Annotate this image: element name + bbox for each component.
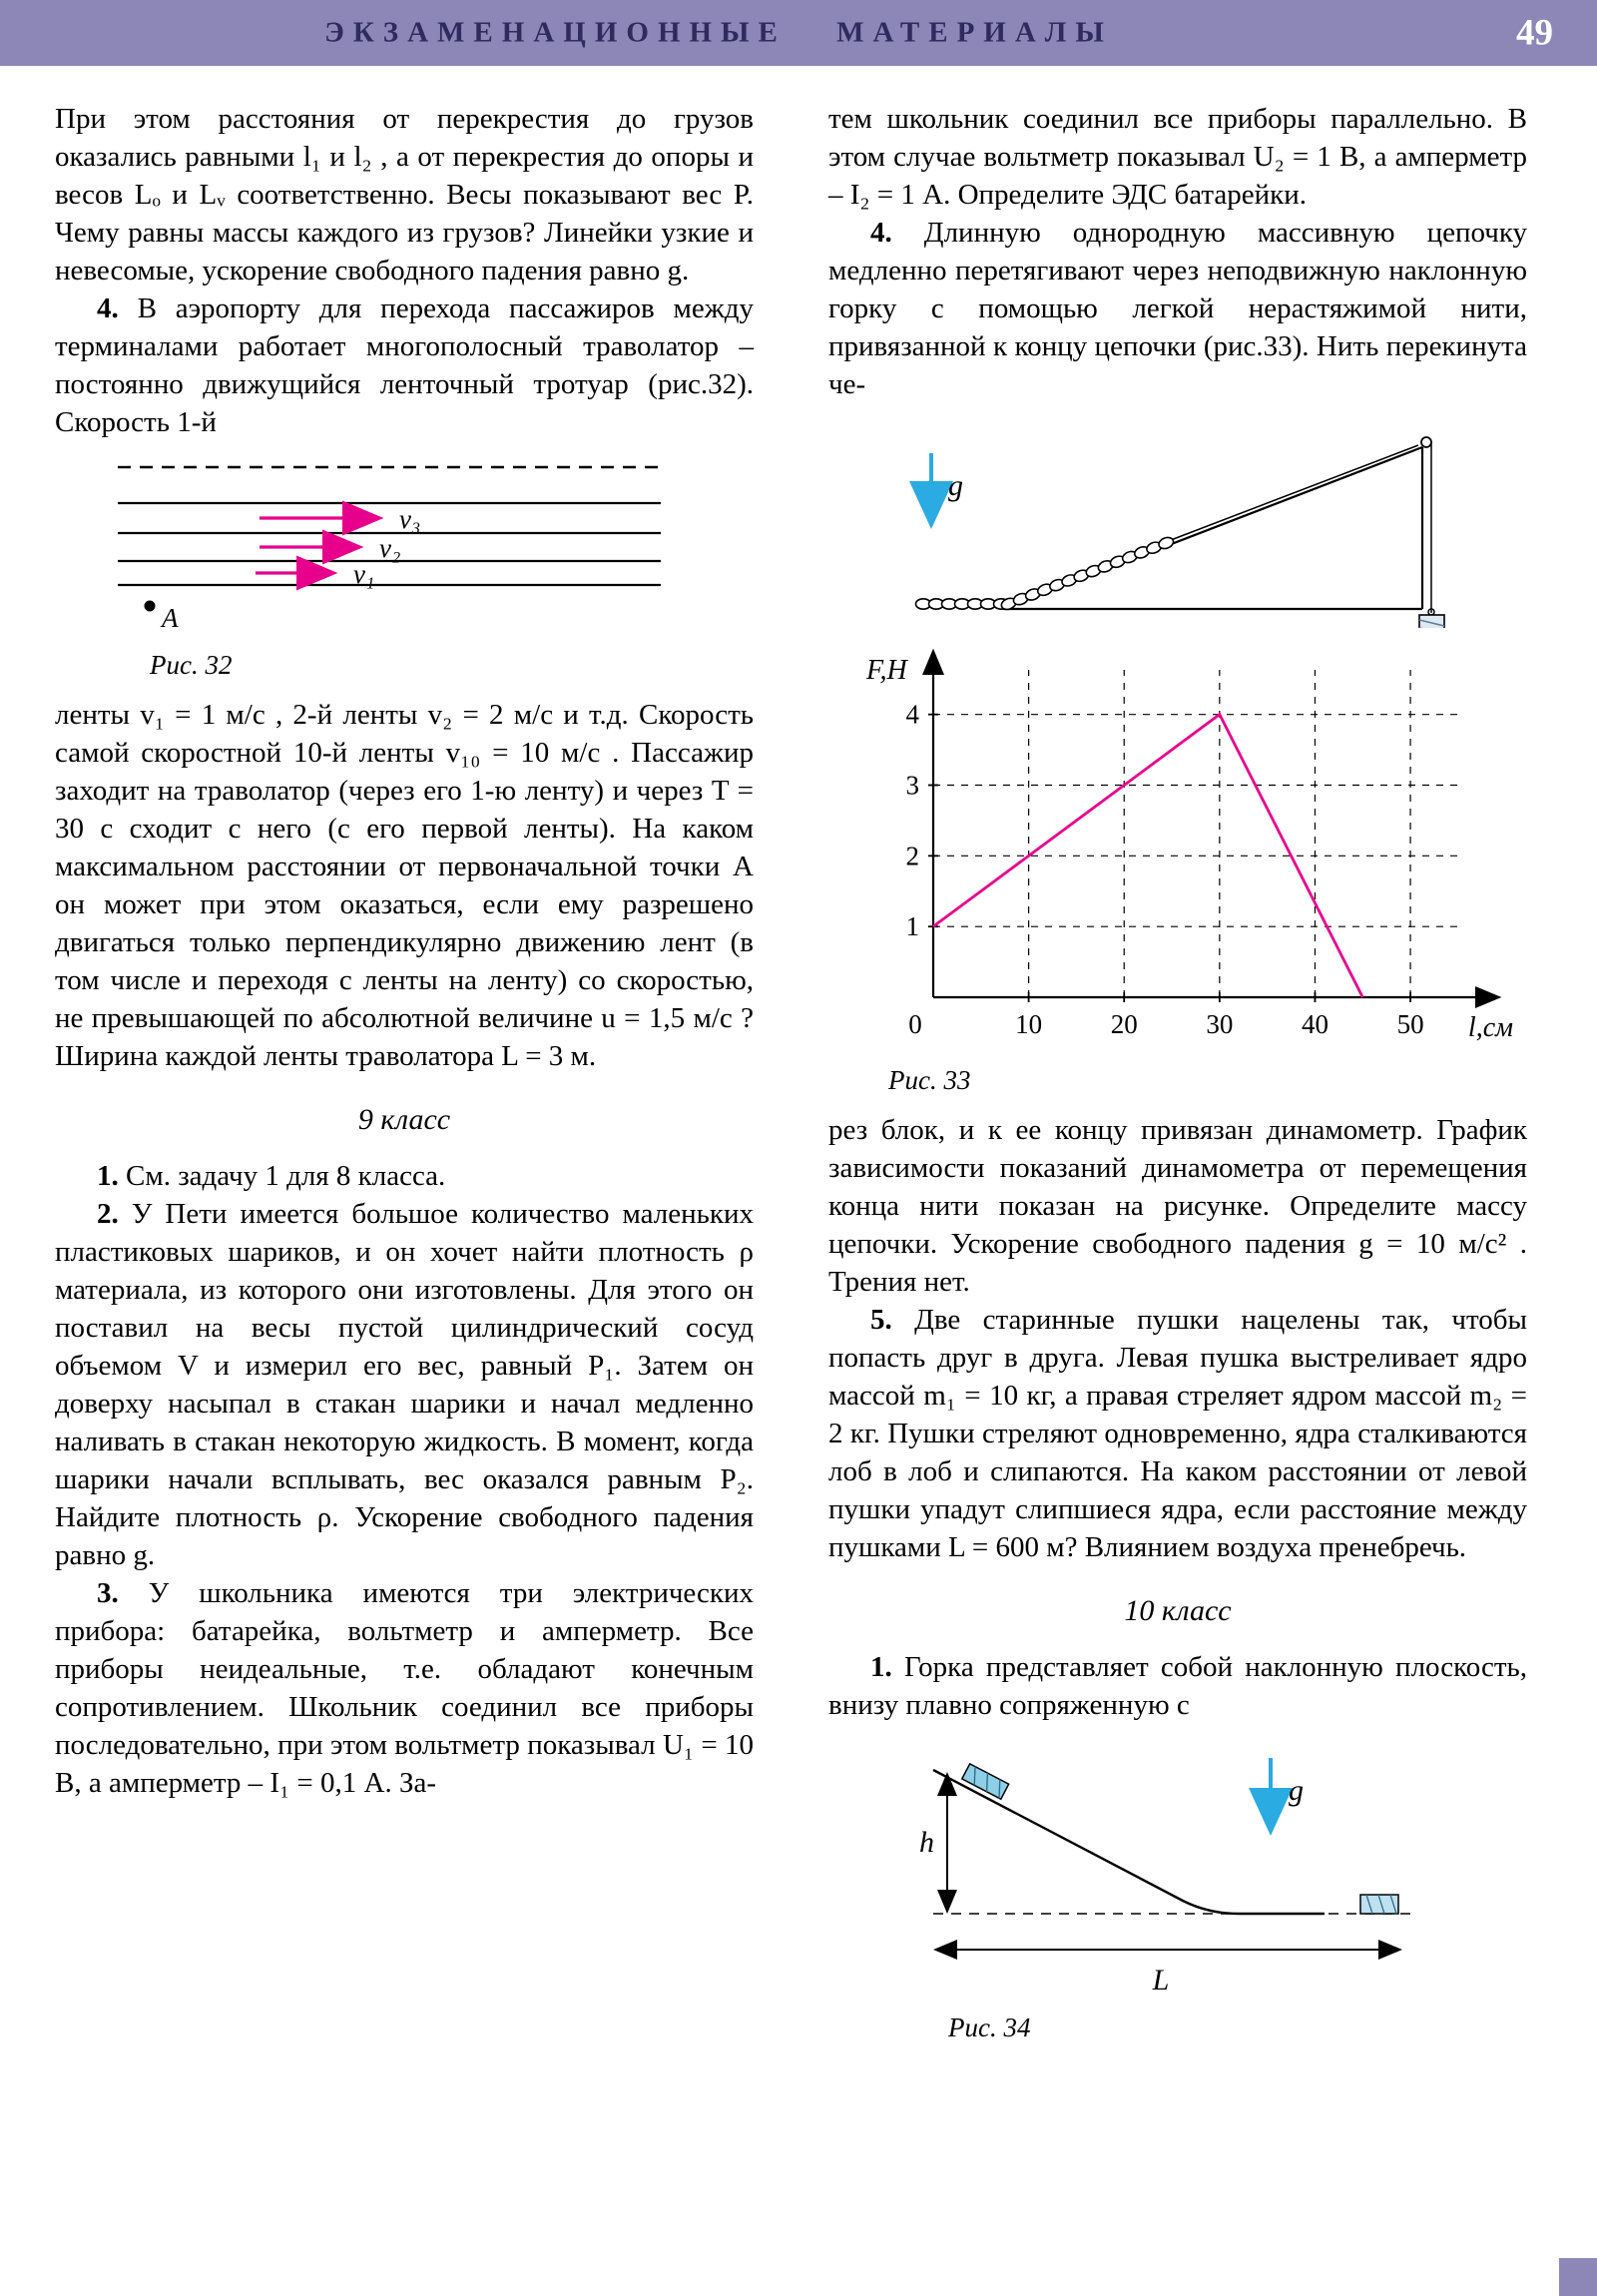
problem-number: 5. [870,1304,892,1336]
problem-4-grade9 [828,214,1527,403]
grid [933,670,1458,997]
y-tick-label: 4 [905,699,919,730]
y-tick-label: 2 [905,841,919,871]
x-tick-label: 30 [1206,1009,1234,1039]
axes [933,653,1497,997]
dynamometer [1419,615,1444,628]
page-corner-decoration [1559,2258,1597,2296]
problem-number: 3. [97,1577,119,1609]
problem-2-grade9 [55,1195,754,1574]
x-axis-label: l,см [1467,1012,1513,1043]
x-tick-label: 20 [1110,1009,1138,1039]
page-content [0,66,1597,2058]
force-vs-displacement-chart [838,633,1517,1052]
slope-diagram [893,1738,1432,2000]
x-tick-label: 0 [908,1009,922,1039]
point-a-label: A [162,603,179,633]
paragraph-continuation: ленты v₁ = 1 м/с , 2-й ленты v₂ = 2 м/с и т.д. Скорость самой скоростной 10-й ленты v₁₀ = 10 м/с . Пассажир заходит на траволатор (через его 1-ю ленту) и через T = 30 с сходит с него (с его первой ленты). На каком максимальном расстоянии от первоначальной точки A он может при этом оказаться, если ему разрешено двигаться только перпендикулярно движению лент (в том числе и переходя с ленты на ленту) со скоростью, не превышающей по абсолютной величине u = 1,5 м/с ? Ширина каждой ленты траволатора L = 3 м. [55,699,754,1072]
right-column [828,100,1527,2058]
figure-33-chart [838,633,1527,1057]
problem-1-grade10 [828,1648,1527,1724]
problem-number: 1. [870,1651,892,1683]
page-number: 49 [1516,12,1553,54]
problem-number: 1. [97,1160,119,1192]
y-tick-label: 3 [905,770,919,801]
problem-text: У Пети имеется большое количество маленьких пластиковых шариков, и он хочет найти плотность ρ материала, из которого они изготовлены. Для этого он поставил на весы пустой цилиндрический сосуд объемом V и измерил его вес, равный P₁. Затем он доверху насыпал в стакан шарики и начал медленно наливать в стакан некоторую жидкость. В момент, когда шарики начали всплывать, вес оказался равным P₂. Найдите плотность ρ. Ускорение свободного падения равно g. [55,1198,754,1571]
problem-text: Длинную однородную массивную цепочку медленно перетягивают через неподвижную наклонную горку с помощью легкой нерастяжимой нити, привязанной к концу цепочки (рис.33). Нить перекинута че- [828,217,1528,400]
l-label: L [1152,1964,1170,1997]
sled-block [962,1764,1009,1799]
problem-text: В аэропорту для перехода пассажиров между терминалами работает многополосный траволатор – постоянно движущийся ленточный тротуар (рис.32). Скорость 1-й [55,292,754,438]
x-tick-label: 40 [1301,1009,1329,1039]
target-block [1360,1895,1398,1914]
problem-text: Две старинные пушки нацелены так, чтобы попасть друг в друга. Левая пушка выстреливает ядро массой m₁ = 10 кг, а правая стреляет ядром массой m₂ = 2 кг. Пушки стреляют одновременно, ядра сталкиваются лоб в лоб и слипаются. На каком расстоянии от левой пушки упадут слипшиеся ядра, если расстояние между пушками L = 600 м? Влиянием воздуха пренебречь. [828,1304,1527,1563]
figure-34 [893,1738,1527,2005]
figure-caption: Рис. 34 [948,2012,1031,2042]
point-a-dot [145,601,156,612]
problem-number: 4. [97,292,119,324]
problem-3-grade9 [55,1574,754,1802]
thread-on-slope [1171,445,1418,540]
problem-text: У школьника имеются три электрических прибора: батарейка, вольтметр и амперметр. Все приборы неидеальные, т.е. обладают конечным сопротивлением. Школьник соединил все приборы последовательно, при этом вольтметр показывал U₁ = 10 В, а амперметр – I₁ = 0,1 А. За- [55,1577,754,1799]
grade-10-heading: 10 класс [1124,1594,1232,1627]
tick-labels [906,700,1424,1039]
problem-4-grade8 [55,289,754,441]
v2-label: v₂ [379,533,401,563]
incline-chain-diagram [853,413,1512,628]
y-tick-label: 1 [905,911,919,942]
problem-5-grade9 [828,1301,1527,1566]
header-band [0,0,1597,66]
problem-number: 2. [97,1198,119,1230]
problem-1-grade9 [55,1157,754,1195]
x-tick-label: 10 [1015,1009,1043,1039]
v3-label: v₃ [399,504,421,534]
problem-text: Горка представляет собой наклонную плоскость, внизу плавно сопряженную с [828,1651,1528,1721]
h-label: h [919,1826,934,1859]
figure-32 [110,457,754,642]
figure-caption: Рис. 32 [150,650,233,680]
figure-caption: Рис. 33 [888,1065,971,1095]
v1-label: v₁ [353,559,375,589]
y-axis-label: F,Н [866,655,907,686]
g-label: g [1289,1774,1304,1807]
x-tick-label: 50 [1396,1009,1424,1039]
paragraph-continuation: тем школьник соединил все приборы параллельно. В этом случае вольтметр показывал U₂ = 1 В, а амперметр – I₂ = 1 А. Определите ЭДС батарейки. [828,103,1527,211]
left-column [55,100,754,2058]
pulley [1421,437,1431,447]
travolator-diagram [110,457,669,637]
problem-text: См. задачу 1 для 8 класса. [126,1160,446,1192]
g-label: g [948,469,963,502]
figure-33-scene [853,413,1527,633]
grade-9-heading: 9 класс [357,1103,451,1136]
paragraph-continuation: рез блок, и к ее концу привязан динамометр. График зависимости показаний динамометра от перемещения конца нити показан на рисунке. Определите массу цепочки. Ускорение свободного падения g = 10 м/с² . Трения нет. [828,1114,1527,1298]
page-title: ЭКЗАМЕНАЦИОННЫЕ МАТЕРИАЛЫ [324,16,1113,49]
chain-links [916,535,1176,611]
problem-number: 4. [870,217,892,249]
paragraph-continuation: При этом расстояния от перекрестия до грузов оказались равными l₁ и l₂ , а от перекрестия до опоры и весов Lₒ и Lᵥ соответственно. Весы показывают вес P. Чему равны массы каждого из грузов? Линейки узкие и невесомые, ускорение свободного падения равно g. [55,103,754,287]
